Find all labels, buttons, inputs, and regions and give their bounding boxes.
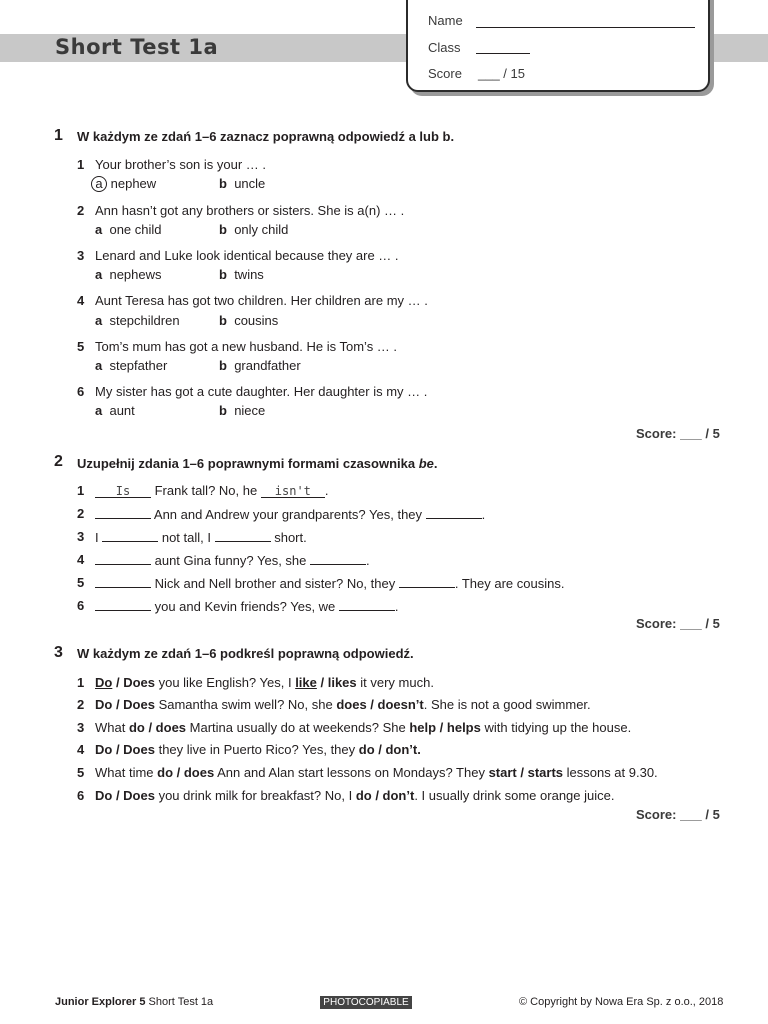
option-b[interactable]	[219, 358, 301, 373]
text: lessons at 9.30.	[563, 765, 658, 780]
text: you drink milk for breakfast? No, I	[154, 788, 356, 803]
text: I	[95, 530, 103, 545]
option-text: grandfather	[234, 358, 301, 373]
answer-circle	[91, 176, 107, 192]
option-pair[interactable]: do / does	[128, 720, 187, 735]
question-number: 4	[77, 742, 85, 757]
option-a[interactable]	[95, 222, 162, 237]
text: .	[324, 483, 329, 498]
answer-blank[interactable]	[339, 598, 395, 611]
option-b[interactable]	[219, 267, 264, 282]
slash: /	[316, 675, 328, 690]
option-letter: b	[219, 358, 227, 373]
question-number: 2	[77, 203, 85, 218]
text: . I usually drink some orange juice.	[414, 788, 615, 803]
instruction-text: Uzupełnij zdania 1–6 poprawnymi formami czasownika	[77, 456, 419, 471]
answer-blank[interactable]	[310, 552, 366, 565]
text: they live in Puerto Rico? Yes, they	[154, 742, 359, 757]
text: .	[366, 553, 370, 568]
section-number: 2	[54, 453, 63, 470]
answer-blank[interactable]	[426, 506, 482, 519]
question-text: My sister has got a cute daughter. Her daughter is my … .	[95, 384, 428, 399]
option-text: nephews	[109, 267, 162, 282]
option-text: stepfather	[109, 358, 168, 373]
question-text	[95, 575, 564, 591]
question-number: 2	[77, 506, 85, 521]
photocopiable-badge: PHOTOCOPIABLE	[320, 996, 412, 1009]
section-number: 3	[54, 644, 63, 661]
option-letter: a	[95, 176, 103, 191]
option-a[interactable]	[95, 313, 180, 328]
name-class-score-box	[406, 0, 710, 92]
instruction-italic: be	[418, 456, 434, 471]
instruction-end: .	[433, 456, 438, 471]
text: you like English? Yes, I	[154, 675, 296, 690]
option-a[interactable]	[95, 267, 162, 282]
option-letter: a	[95, 267, 103, 282]
page-title: Short Test 1a	[55, 35, 219, 59]
option-letter: b	[219, 403, 227, 418]
class-field[interactable]	[476, 53, 530, 54]
text: short.	[270, 530, 307, 545]
option-text: only child	[234, 222, 289, 237]
option-letter: a	[95, 403, 103, 418]
option-text: uncle	[234, 176, 266, 191]
option-text: nephew	[110, 176, 157, 191]
question-number: 1	[77, 483, 85, 498]
question-text: Tom’s mum has got a new husband. He is Tom’s … .	[95, 339, 398, 354]
question-text	[95, 598, 399, 614]
option-pair[interactable]: Do / Does	[95, 788, 155, 803]
option-b[interactable]	[219, 222, 288, 237]
slash: /	[112, 675, 124, 690]
text: Ann and Andrew your grandparents? Yes, they	[151, 507, 426, 522]
option-likes[interactable]: likes	[327, 675, 357, 690]
option-a[interactable]	[95, 403, 135, 418]
question-text	[95, 552, 370, 568]
text: Martina usually do at weekends? She	[186, 720, 410, 735]
question-text	[95, 765, 658, 780]
question-number: 4	[77, 293, 85, 308]
section-instruction: W każdym ze zdań 1–6 podkreśl poprawną odpowiedź.	[77, 646, 414, 661]
option-pair[interactable]: do / don’t.	[358, 742, 421, 757]
option-text: stepchildren	[109, 313, 180, 328]
text: . She is not a good swimmer.	[423, 697, 591, 712]
text: it very much.	[356, 675, 434, 690]
option-a[interactable]	[95, 358, 167, 373]
question-text: Your brother’s son is your … .	[95, 157, 267, 172]
option-pair[interactable]: do / don’t	[355, 788, 415, 803]
section-number: 1	[54, 127, 63, 144]
option-like[interactable]: like	[295, 675, 317, 690]
question-number: 1	[77, 675, 85, 690]
question-text	[95, 483, 328, 498]
option-pair[interactable]: does / doesn’t	[336, 697, 424, 712]
book-title: Junior Explorer 5	[55, 996, 146, 1008]
question-number: 6	[77, 384, 85, 399]
class-label: Class	[428, 40, 461, 55]
option-letter: a	[95, 222, 103, 237]
text: Ann and Alan start lessons on Mondays? They	[214, 765, 489, 780]
answer-blank[interactable]	[95, 598, 151, 611]
text: What time	[95, 765, 158, 780]
score-label: Score	[428, 66, 462, 81]
option-letter: a	[95, 358, 103, 373]
option-letter: b	[219, 267, 227, 282]
question-number: 1	[77, 157, 85, 172]
option-pair[interactable]: Do / Does	[95, 742, 155, 757]
footer-book	[55, 996, 213, 1008]
question-number: 5	[77, 339, 85, 354]
text: you and Kevin friends? Yes, we	[151, 599, 339, 614]
question-text	[95, 788, 614, 803]
text: Nick and Nell brother and sister? No, they	[151, 576, 399, 591]
option-b[interactable]	[219, 313, 278, 328]
text: with tidying up the house.	[480, 720, 632, 735]
copyright: © Copyright by Nowa Era Sp. z o.o., 2018	[519, 996, 724, 1008]
answer-blank[interactable]	[95, 575, 151, 588]
question-number: 5	[77, 575, 85, 590]
test-name: Short Test 1a	[148, 996, 214, 1008]
section-score: Score: ___ / 5	[636, 807, 720, 822]
question-number: 5	[77, 765, 85, 780]
option-text: cousins	[234, 313, 279, 328]
text: .	[481, 507, 486, 522]
question-text	[95, 529, 307, 545]
option-a[interactable]	[93, 176, 156, 192]
option-b[interactable]	[219, 176, 265, 191]
question-number: 3	[77, 529, 85, 544]
name-label: Name	[428, 13, 463, 28]
option-does[interactable]: Does	[123, 675, 155, 690]
question-number: 3	[77, 720, 85, 735]
question-text	[95, 742, 421, 757]
answer-blank[interactable]: isn't	[261, 485, 325, 498]
option-pair[interactable]: start / starts	[488, 765, 563, 780]
text: Frank tall? No, he	[151, 483, 261, 498]
name-field[interactable]	[476, 27, 695, 28]
question-text	[95, 675, 434, 690]
option-letter: a	[95, 313, 103, 328]
answer-blank[interactable]	[399, 575, 455, 588]
section-instruction	[77, 456, 438, 471]
section-score: Score: ___ / 5	[636, 616, 720, 631]
question-number: 6	[77, 598, 85, 613]
question-number: 3	[77, 248, 85, 263]
option-text: aunt	[109, 403, 135, 418]
question-number: 2	[77, 697, 85, 712]
section-instruction: W każdym ze zdań 1–6 zaznacz poprawną odpowiedź a lub b.	[77, 129, 455, 144]
question-text: Lenard and Luke look identical because they are … .	[95, 248, 399, 263]
question-number: 4	[77, 552, 85, 567]
option-pair[interactable]: Do / Does	[95, 697, 155, 712]
option-text: niece	[234, 403, 266, 418]
text: Samantha swim well? No, she	[154, 697, 337, 712]
answer-blank[interactable]	[215, 529, 271, 542]
section-score: Score: ___ / 5	[636, 426, 720, 441]
answer-blank[interactable]: Is	[95, 485, 151, 498]
question-text: Aunt Teresa has got two children. Her children are my … .	[95, 293, 428, 308]
question-text	[95, 697, 591, 712]
option-letter: b	[219, 176, 227, 191]
option-text: twins	[234, 267, 264, 282]
answer-blank[interactable]	[95, 506, 151, 519]
score-total: ___ / 15	[478, 66, 525, 81]
answer-blank[interactable]	[102, 529, 158, 542]
question-number: 6	[77, 788, 85, 803]
text: What	[95, 720, 129, 735]
question-text: Ann hasn’t got any brothers or sisters. She is a(n) … .	[95, 203, 405, 218]
question-text	[95, 720, 631, 735]
option-letter: b	[219, 222, 227, 237]
option-text: one child	[109, 222, 162, 237]
option-do[interactable]: Do	[95, 675, 113, 690]
text: not tall, I	[158, 530, 215, 545]
text: aunt Gina funny? Yes, she	[151, 553, 311, 568]
option-letter: b	[219, 313, 227, 328]
option-pair[interactable]: do / does	[157, 765, 215, 780]
question-text	[95, 506, 485, 522]
option-b[interactable]	[219, 403, 265, 418]
option-pair[interactable]: help / helps	[409, 720, 481, 735]
answer-blank[interactable]	[95, 552, 151, 565]
text: . They are cousins.	[454, 576, 565, 591]
text: .	[394, 599, 399, 614]
